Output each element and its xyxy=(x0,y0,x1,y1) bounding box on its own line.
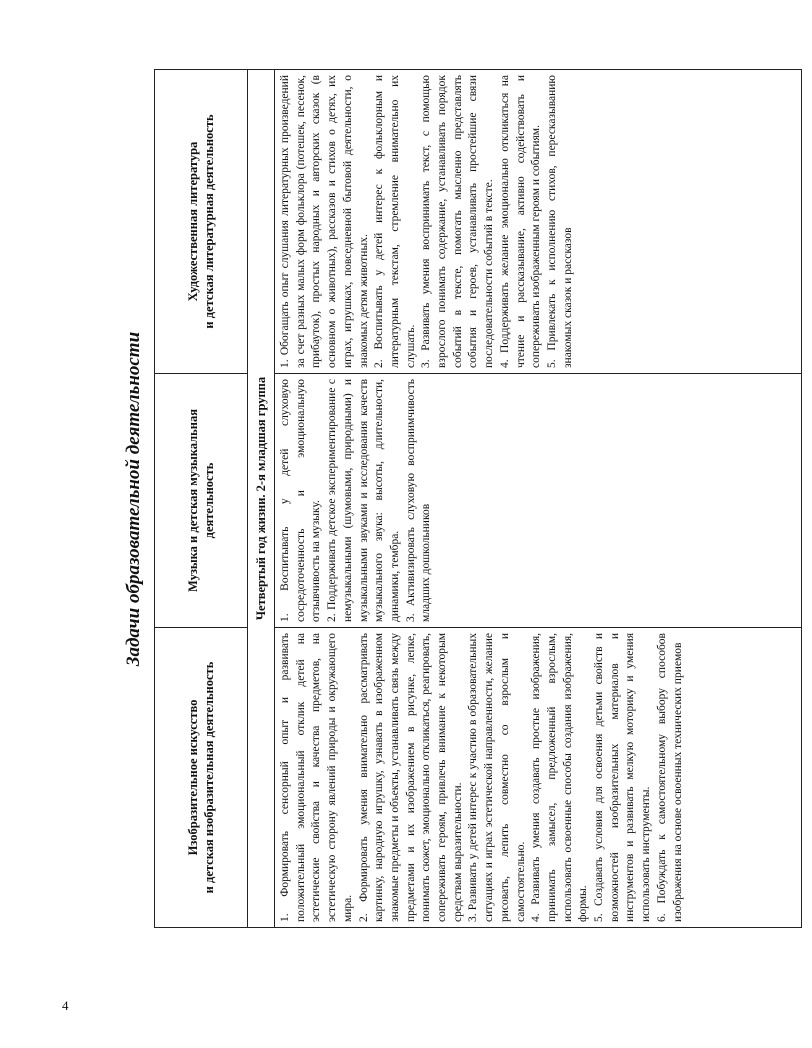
task-item: 2. Поддерживать детское экспериментирование с немузыкальными (шумовыми, природными) и музыкальными звуками и исследования качеств музыкального звука: высоты, длительности, динамики, тембра. xyxy=(326,379,401,622)
column-header-line: деятельность xyxy=(202,462,216,539)
literature-tasks-cell xyxy=(275,70,802,374)
art-tasks-cell xyxy=(275,628,802,928)
tasks-row xyxy=(275,70,802,928)
table-header-row xyxy=(155,70,248,928)
column-header-literature xyxy=(155,70,248,374)
rotated-page-content xyxy=(120,70,802,928)
column-header-art xyxy=(155,628,248,928)
column-header-line: и детская изобразительная деятельность xyxy=(202,661,216,894)
column-header-line: Изобразительное искусство xyxy=(186,699,200,856)
task-item: 4. Развивать умения создавать простые изображения, принимать замысел, предложенный взрослым, использовать освоенные способы создания изображения, формы. xyxy=(530,633,590,922)
task-item: 4. Поддерживать желание эмоционально откликаться на чтение и рассказывание, активно содействовать и сопереживать изображенным героям и событиям. xyxy=(498,75,543,368)
task-item: 5. Создавать условия для освоения детьми свойств и возможностей изобразительных материалов и инструментов и развивать мелкую моторику и умения использовать инструменты. xyxy=(593,633,653,922)
task-item: 3. Активизировать слуховую восприимчивость младших дошкольников xyxy=(404,379,433,622)
task-item: 6. Побуждать к самостоятельному выбору способов изображения на основе освоенных технических приемов xyxy=(655,633,684,922)
task-item: 2. Воспитывать у детей интерес к фольклорным и литературным текстам, стремление внимательно их слушать. xyxy=(373,75,417,368)
page-title: Задачи образовательной деятельности xyxy=(123,331,144,667)
task-item: 2. Формировать умения внимательно рассматривать картинку, народную игрушку, узнавать в изображенном знакомые предметы и объекты, устанавливать связь между предметами и их изображением в рисунке, лепке, понимать сюжет, эмоционально откликаться, реагировать, сопереживать героям, привлечь внимание к некоторым средствам выразительности. xyxy=(357,633,464,922)
tasks-table xyxy=(154,69,802,928)
music-tasks-cell xyxy=(275,374,802,628)
task-item: 1. Воспитывать у детей слуховую сосредоточенность и эмоциональную отзывчивость на музыку. xyxy=(279,379,323,622)
task-item: 1. Обогащать опыт слушания литературных произведений за счет разных малых форм фольклора (потешек, песенок, прибауток), простых народных и авторских сказок (в основном о животных), рассказов и стихов о детях, их играх, игрушках, повседневной бытовой деятельности, о знакомых детям животных. xyxy=(279,75,370,368)
column-header-line: Музыка и детская музыкальная xyxy=(186,409,200,593)
task-item: 3. Развивать умения воспринимать текст, с помощью взрослого понимать содержание, устанавливать порядок событий в тексте, помогать мысленно представлять события и героев, устанавливать простейшие связи последовательности событий в тексте. xyxy=(420,75,496,368)
page-number: 4 xyxy=(62,998,69,1013)
task-item: 3. Развивать у детей интерес к участию в образовательных ситуациях и играх эстетической направленности, желание рисовать, лепить совместно со взрослым и самостоятельно. xyxy=(467,633,527,922)
column-header-music xyxy=(155,374,248,628)
task-item: 5. Привлекать к исполнению стихов, пересказыванию знакомых сказок и рассказов xyxy=(545,75,574,368)
age-group-label: Четвертый год жизни. 2-я младшая группа xyxy=(248,70,275,928)
task-item: 1. Формировать сенсорный опыт и развивать положительный эмоциональный отклик детей на эстетические свойства и качества предметов, на эстетическую сторону явлений природы и окружающего мира. xyxy=(279,633,354,922)
column-header-line: Художественная литература xyxy=(186,141,200,302)
column-header-line: и детская литературная деятельность xyxy=(202,114,216,329)
age-group-row xyxy=(248,70,275,928)
